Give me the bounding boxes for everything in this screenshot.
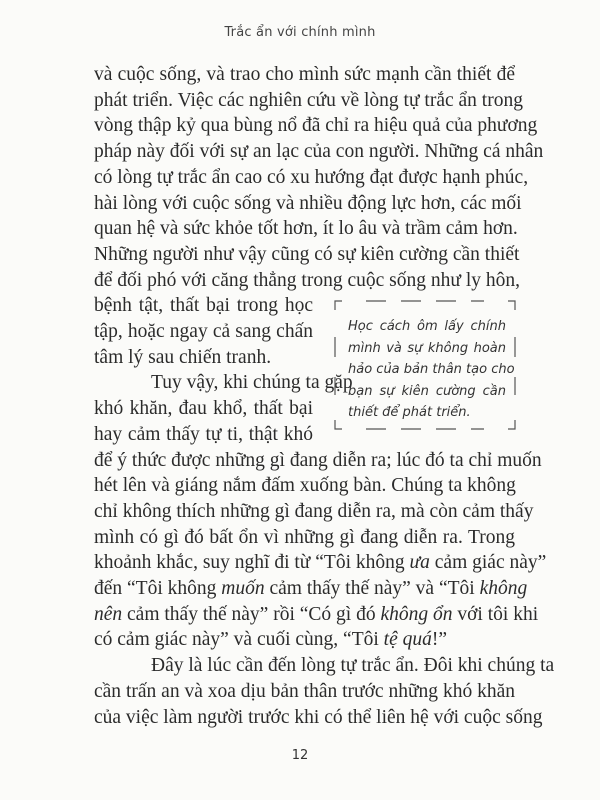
- body-line: [94, 319, 313, 345]
- emphasis-text: ưa: [409, 552, 430, 574]
- text-segment: tập, hoặc ngay cả sang chấn: [94, 321, 313, 342]
- text-segment: Tuy vậy, khi chúng ta gặp: [151, 372, 353, 394]
- text-segment: có cảm giác này” và cuối cùng, “Tôi: [94, 629, 384, 651]
- body-line: [94, 191, 522, 217]
- body-line: [94, 602, 539, 628]
- text-segment: của việc làm người trước khi có thể liên hệ với cuộc sống: [94, 706, 543, 728]
- body-line: [94, 242, 520, 268]
- pull-quote-line: thiết để phát triển.: [348, 405, 471, 420]
- text-segment: cảm giác này”: [429, 552, 547, 574]
- body-line: [94, 62, 515, 88]
- pull-quote-line: mình và sự không hoàn: [348, 340, 506, 356]
- body-line: [94, 268, 520, 294]
- emphasis-text: muốn: [221, 578, 265, 599]
- body-line: [94, 88, 523, 114]
- body-line: [94, 576, 528, 602]
- body-line: [94, 345, 313, 371]
- body-line: [94, 422, 313, 448]
- body-line: [94, 679, 515, 705]
- text-segment: đến “Tôi không: [94, 578, 222, 599]
- body-line: [94, 627, 515, 653]
- text-segment: Những người như vậy cũng có sự kiên cường cần thiết: [94, 243, 520, 265]
- text-segment: bệnh tật, thất bại trong học: [94, 295, 313, 317]
- body-line: [94, 139, 544, 165]
- body-line: [94, 448, 542, 474]
- text-segment: Đây là lúc cần đến lòng tự trắc ẩn. Đôi khi chúng ta: [151, 655, 555, 677]
- body-line: [94, 165, 529, 191]
- emphasis-text: tệ quá: [383, 629, 432, 651]
- text-segment: với tôi khi: [452, 603, 539, 625]
- body-line: [94, 370, 353, 396]
- text-segment: cảm thấy thế này” và “Tôi: [264, 578, 480, 599]
- text-segment: khoảnh khắc, suy nghĩ đi từ “Tôi không: [94, 552, 410, 574]
- body-line: [94, 550, 547, 576]
- text-segment: hét lên và giáng nắm đấm xuống bàn. Chúng ta không: [94, 475, 516, 497]
- page-number: 12: [291, 748, 309, 763]
- text-segment: có lòng tự trắc ẩn cao có xu hướng đạt được hạnh phúc,: [94, 166, 529, 188]
- pull-quote: [334, 300, 516, 430]
- text-segment: để đối phó với căng thẳng trong cuộc sống như ly hôn,: [94, 269, 520, 291]
- text-segment: pháp này đối với sự an lạc của con người. Những cá nhân: [94, 141, 544, 163]
- emphasis-text: không ổn: [380, 603, 453, 625]
- text-segment: hài lòng với cuộc sống và nhiều động lực hơn, các mối: [94, 192, 522, 214]
- text-segment: chỉ không thích những gì đang diễn ra, mà còn cảm thấy: [94, 500, 534, 522]
- body-line: [94, 705, 543, 731]
- text-segment: mình có gì đó bất ổn vì những gì đang diễn ra. Trong: [94, 526, 515, 548]
- body-line: [94, 216, 518, 242]
- text-segment: cảm thấy thế này” rồi “Có gì đó: [122, 603, 381, 625]
- body-line: [94, 396, 313, 422]
- body-line: [94, 499, 534, 525]
- text-segment: và cuộc sống, và trao cho mình sức mạnh cần thiết để: [94, 64, 515, 85]
- text-segment: quan hệ và sức khỏe tốt hơn, ít lo âu và trầm cảm hơn.: [94, 218, 518, 240]
- pull-quote-line: bạn sự kiên cường cần: [348, 383, 506, 399]
- text-segment: để ý thức được những gì đang diễn ra; lúc đó ta chỉ muốn: [94, 449, 542, 471]
- body-line: [94, 653, 555, 679]
- text-segment: khó khăn, đau khổ, thất bại: [94, 398, 313, 420]
- body-line: [94, 525, 515, 551]
- text-segment: cần trấn an và xoa dịu bản thân trước những khó khăn: [94, 680, 515, 702]
- emphasis-text: nên: [94, 603, 123, 625]
- body-line: [94, 473, 515, 499]
- text-segment: phát triển. Việc các nghiên cứu về lòng tự trắc ẩn trong: [94, 89, 523, 111]
- running-header: Trắc ẩn với chính mình: [224, 25, 376, 40]
- text-segment: !”: [431, 629, 448, 651]
- pull-quote-line: Học cách ôm lấy chính: [348, 319, 506, 334]
- text-segment: tâm lý sau chiến tranh.: [94, 346, 272, 368]
- text-segment: hay cảm thấy tự ti, thật khó: [94, 423, 313, 445]
- emphasis-text: không: [479, 578, 528, 599]
- body-line: [94, 293, 313, 319]
- body-line: [94, 113, 538, 139]
- pull-quote-line: hảo của bản thân tạo cho: [348, 362, 515, 377]
- text-segment: vòng thập kỷ qua bùng nổ đã chỉ ra hiệu quả của phương: [94, 115, 538, 137]
